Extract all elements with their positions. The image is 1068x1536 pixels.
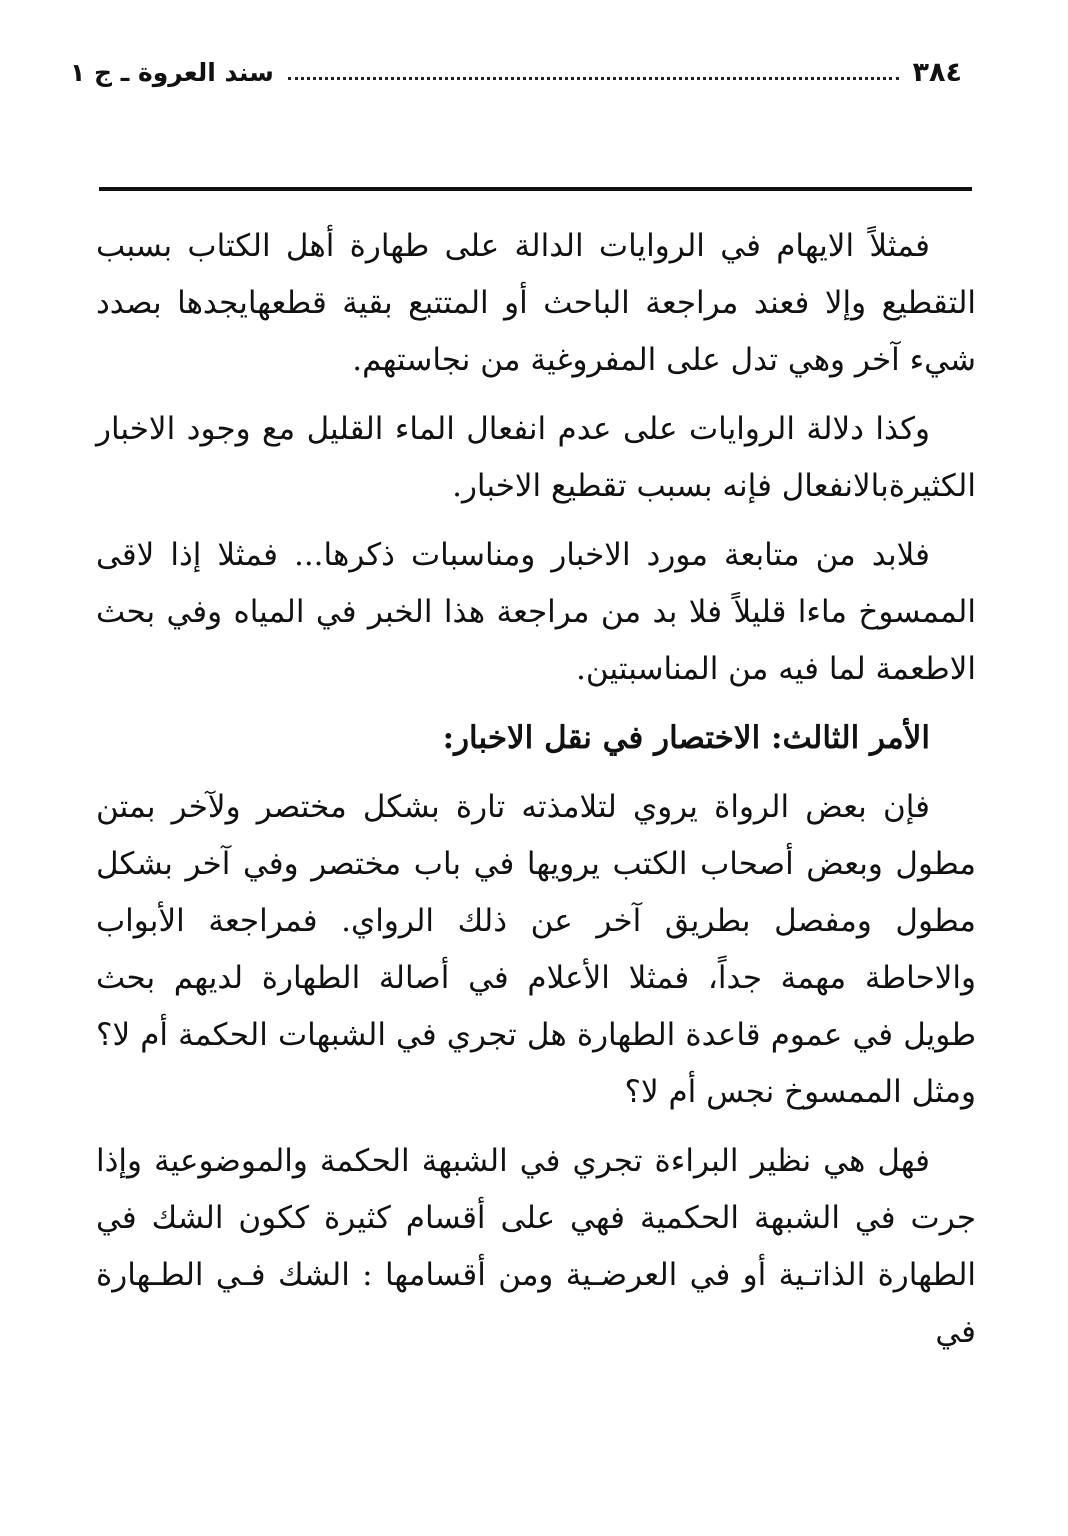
header-rule [99, 187, 972, 191]
paragraph: وكذا دلالة الروايات على عدم انفعال الماء القليل مع وجود الاخبار الكثيرةبالانفعال فإنه بسبب تقطيع الاخبار. [96, 411, 976, 504]
paragraph: فمثلاً الايهام في الروايات الدالة على طهارة أهل الكتاب بسبب التقطيع وإلا فعند مراجعة الباحث أو المتتبع بقية قطعهايجدها بصدد شيء آخر وهي تدل على المفروغية من نجاستهم. [96, 228, 976, 378]
section-heading: الأمر الثالث: الاختصار في نقل الاخبار: [442, 720, 930, 756]
paragraph: فإن بعض الرواة يروي لتلامذته تارة بشكل مختصر ولآخر بمتن مطول وبعض أصحاب الكتب يرويها في باب مختصر وفي آخر بشكل مطول ومفصل بطريق آخر عن ذلك الرواي. فمراجعة الأبواب والاحاطة مهمة جداً، فمثلا الأعلام في أصالة الطهارة لديهم بحث طويل في عموم قاعدة الطهارة هل تجري في الشبهات الحكمة أم لا؟ومثل الممسوخ نجس أم لا؟ [96, 789, 976, 1110]
paragraph: فهل هي نظير البراءة تجري في الشبهة الحكمة والموضوعية وإذا جرت في الشبهة الحكمية فهي على أقسام كثيرة ككون الشك في الطهارة الذاتـية أو في العرضـية ومن أقسامها : الشك فـي الطـهارة في [96, 1143, 976, 1350]
header-leader-dots [288, 77, 899, 80]
page-number: ٣٨٤ [912, 56, 962, 88]
running-header [70, 52, 962, 92]
book-title: سند العروة ـ ج ١ [70, 57, 274, 87]
paragraph: فلابد من متابعة مورد الاخبار ومناسبات ذكرها... فمثلا إذا لاقى الممسوخ ماءا قليلاً فلا بد من مراجعة هذا الخبر في المياه وفي بحث الاطعمة لما فيه من المناسبتين. [96, 537, 976, 687]
main-text [96, 218, 976, 1373]
